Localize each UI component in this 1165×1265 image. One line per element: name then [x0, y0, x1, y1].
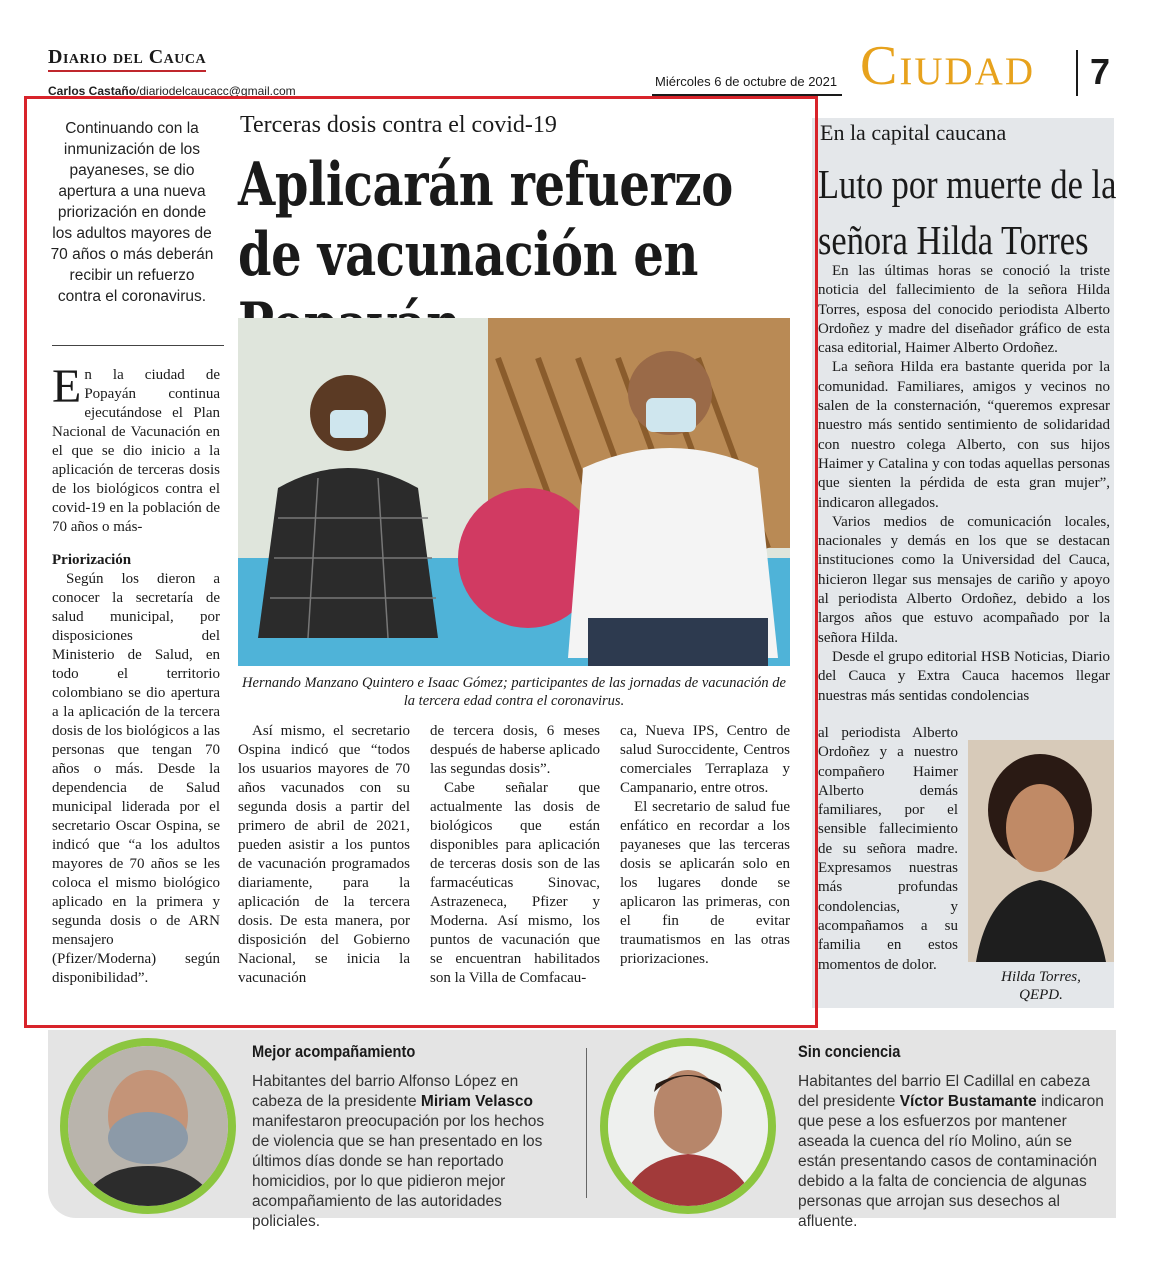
author-email: /diariodelcaucacc@gmail.com [136, 84, 296, 98]
side-paragraph-4-continued: al periodista Alberto Ordoñez y a nuestro compañero Haimer Alberto demás familiares, por el sensible fallecimiento de su señora madre. Expresamos nuestras más profundas condolencias, y acompañamos a su familia en estos momentos de dolor. [818, 725, 958, 973]
side-paragraph-3: Varios medios de comunicación locales, nacionales y demás en los que se destacan instituciones como la Universidad del Cauca, hicieron llegar sus mensajes de cariño y apoyo al periodista Alberto Ordoñez, debido a los largos años que estuvo acompañado por la señora Hilda. [818, 513, 1110, 646]
woman-photo-illustration [68, 1046, 228, 1206]
section-separator [1076, 50, 1078, 96]
column-2-paragraph: Así mismo, el secretario Ospina indicó que “todos los usuarios mayores de 70 años vacunados con su segunda dosis a partir del primero de abril de 2021, pueden asistir a los puntos de vacunación programados diariamente, para la aplicación de la tercera dosis. De esta manera, por disposición del Gobierno Nacional, se inicia la vacunación [238, 723, 410, 986]
woman-with-mask-photo [60, 1038, 236, 1214]
article-lede: Continuando con la inmunización de los payaneses, se dio apertura a una nueva priorización en donde los adultos mayores de 70 años o más deberán recibir un refuerzo contra el coronavirus. [50, 120, 214, 305]
hilda-torres-portrait [968, 740, 1114, 962]
bottom-right-text [798, 1072, 1108, 1232]
author-name: Carlos Castaño [48, 84, 137, 98]
bottom-left-title: Mejor acompañamiento [252, 1042, 416, 1061]
bottom-left-name: Miriam Velasco [420, 1093, 533, 1110]
bottom-left-text-before: Habitantes del barrio Alfonso López en cabeza de la presidente [252, 1073, 519, 1110]
drop-cap: E [52, 360, 82, 413]
side-article-kicker: En la capital caucana [820, 120, 1007, 145]
intro-text: n la ciudad de Popayán continua ejecutándose el Plan Nacional de Vacunación en el que se dio inicio a la aplicación de terceras dosis de los biológicos contra el covid-19 en la población de 70 años o más- [52, 367, 220, 535]
column-3-paragraph-2: Cabe señalar que actualmente las dosis de biológicos que están disponibles para aplicación de terceras dosis son de las farmacéuticas Sinovac, Astrazeneca, Pfizer y Moderna. Así mismo, los puntos de vacunación que se encuentran habilitados son la Villa de Comfacau- [430, 780, 600, 986]
portrait-caption-name: Hilda Torres, [1001, 969, 1081, 985]
man-portrait-photo [600, 1038, 776, 1214]
side-article-body [818, 262, 1110, 706]
page-number: 7 [1090, 51, 1111, 92]
man-photo-illustration [608, 1046, 768, 1206]
side-paragraph-1: En las últimas horas se conoció la triste noticia del fallecimiento de la señora Hilda Torres, esposa del conocido periodista Alberto Ordoñez y madre del diseñador gráfico de esta casa editorial, Haimer Alberto Ordoñez. [818, 263, 1110, 357]
bottom-right-title: Sin conciencia [798, 1042, 901, 1061]
column-1-paragraph: Según los dieron a conocer la secretaría de salud municipal, por disposiciones del Ministerio de Salud, en todo el territorio colombiano se dio apertura a la aplicación de la tercera dosis de los biológicos a las personas que tengan 70 años o más. Desde la dependencia de Salud municipal liderada por el secretario Oscar Ospina, se indicó que “a los adultos mayores de 70 años se les coloca el mismo biológico aplicado en la primera y segunda dosis o de ARN mensajero (Pfizer/Moderna) según disponibilidad”. [52, 571, 220, 986]
section-title: Ciudad [860, 35, 1035, 97]
bottom-right-name: Víctor Bustamante [899, 1093, 1037, 1110]
bottom-right-text-after: indicaron que pese a los esfuerzos por mantener aseada la cuenca del río Molino, aún se están presentando casos de contaminación debido a la falta de conciencia de algunas personas que arrojan sus desechos al afluente. [798, 1093, 1104, 1230]
column-4-paragraph-1: ca, Nueva IPS, Centro de salud Suroccidente, Centros comerciales Terraplaza y Campanario, entre otros. [620, 723, 790, 796]
article-kicker: Terceras dosis contra el covid-19 [240, 112, 557, 138]
bottom-left-text [252, 1072, 564, 1232]
portrait-caption-qepd: QEPD. [1019, 987, 1063, 1003]
column-4-paragraph-2: El secretario de salud fue enfático en recordar a los payaneses que las terceras dosis se aplicarán solo en los lugares donde se aplicaron las primeras, con el fin de evitar traumatismos en las otras priorizaciones. [620, 799, 790, 967]
side-paragraph-2: La señora Hilda era bastante querida por la comunidad. Familiares, amigos y vecinos no salen de la consternación, “queremos expresar nuestro más sentido sentimiento de solidaridad con nuestro colega Alberto, con sus hijos Haimer y Catalina y con todas aquellas personas que sienten la pérdida de esta gran mujer”, indicaron allegados. [818, 359, 1110, 511]
subheading: Priorización [52, 552, 132, 568]
side-paragraph-4: Desde el grupo editorial HSB Noticias, Diario del Cauca y Extra Cauca hacemos llegar nuestras más sentidas condolencias [818, 648, 1110, 704]
bottom-right-text-before: Habitantes del barrio El Cadillal en cabeza del presidente [798, 1073, 1091, 1110]
portrait-caption [968, 968, 1114, 1004]
photo-caption: Hernando Manzano Quintero e Isaac Gómez; participantes de las jornadas de vacunación de la tercera edad contra el coronavirus. [242, 675, 786, 709]
side-article-headline: Luto por muerte de la señora Hilda Torres [818, 161, 1117, 263]
article-headline: Aplicarán refuerzo de vacunación en [238, 150, 733, 290]
issue-date: Miércoles 6 de octubre de 2021 [655, 74, 838, 89]
masthead-logo: Diario del Cauca [48, 46, 206, 72]
bottom-left-text-after: manifestaron preocupación por los hechos de violencia que se han presentado en los últimos días donde se han reportado homicidios, por lo que pidieron mejor acompañamiento de las autoridades policiales. [252, 1113, 545, 1230]
highlight-frame [24, 96, 818, 1028]
bottom-separator [586, 1048, 587, 1198]
column-3-paragraph-1: de tercera dosis, 6 meses después de haberse aplicado las segundas dosis”. [430, 723, 600, 777]
portrait-illustration [968, 740, 1114, 962]
